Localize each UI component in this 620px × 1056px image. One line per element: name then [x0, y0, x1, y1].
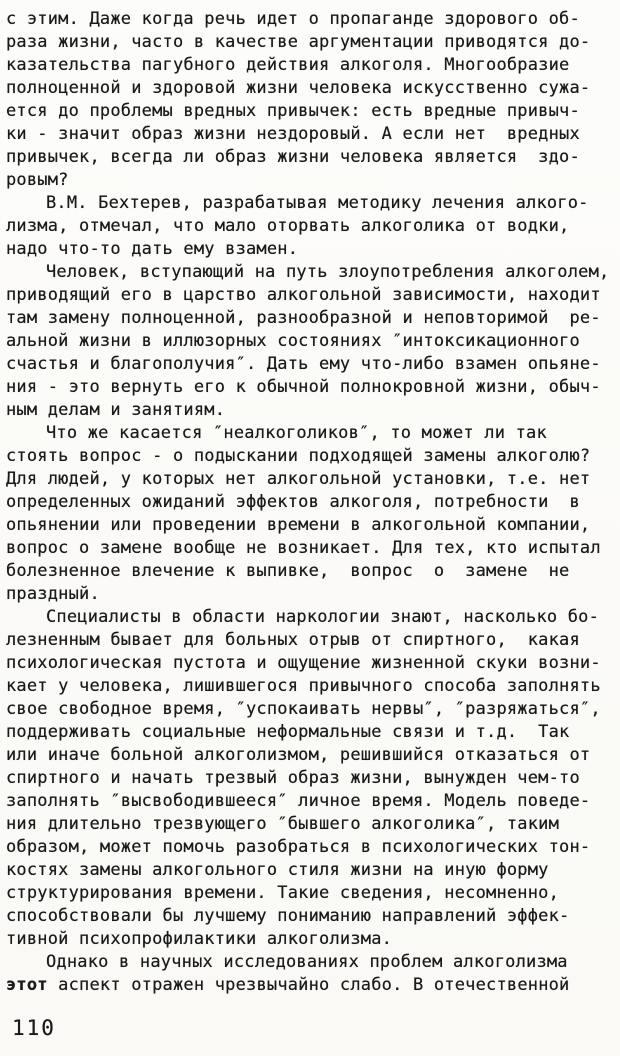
page-number: 110	[12, 1016, 56, 1040]
text-line: костях замены алкогольного стиля жизни на иную форму	[6, 860, 549, 880]
text-line: стоять вопрос - о подыскании подходящей замены алкоголю?	[6, 446, 591, 466]
text-line: ния - это вернуть его к обычной полнокровной жизни, обыч-	[6, 377, 601, 397]
text-line: Что же касается ″неалкоголиков″, то может ли так	[46, 423, 547, 443]
text-line: надо что-то дать ему взамен.	[6, 239, 299, 259]
text-line: счастья и благополучия″. Дать ему что-либо взамен опьяне-	[6, 354, 601, 374]
text-line: опьянении или проведении времени в алкогольной компании,	[6, 515, 591, 535]
text-line: приводящий его в царство алкогольной зависимости, находит	[6, 285, 601, 305]
text-line: определенных ожиданий эффектов алкоголя, потребности в	[6, 492, 580, 512]
text-line: вопрос о замене вообще не возникает. Для тех, кто испытал	[6, 538, 601, 558]
text-line: кает у человека, лишившегося привычного способа заполнять	[6, 676, 601, 696]
text-line: свое свободное время, ″успокаивать нервы″, ″разряжаться″,	[6, 699, 601, 719]
paragraph	[6, 8, 616, 192]
text-line: спиртного и начать трезвый образ жизни, вынужден чем-то	[6, 768, 580, 788]
paragraph	[6, 192, 616, 261]
emphasized-word: этот	[6, 975, 48, 995]
text-line: поддерживать социальные неформальные связи и т.д. Так	[6, 722, 570, 742]
text-line: болезненное влечение к выпивке, вопрос о замене не	[6, 561, 570, 581]
text-line: структурирования времени. Такие сведения, несомненно,	[6, 883, 560, 903]
text-line: ния длительно трезвующего ″бывшего алкоголика″, таким	[6, 814, 560, 834]
text-line: образом, может помочь разобраться в психологических тон-	[6, 837, 591, 857]
text-line: ным делам и занятиям.	[6, 400, 226, 420]
text-line: тивной психопрофилактики алкоголизма.	[6, 929, 393, 949]
text-line: лизма, отмечал, что мало оторвать алкоголика от водки,	[6, 216, 570, 236]
text-line: способствовали бы лучшему пониманию направлений эффек-	[6, 906, 570, 926]
text-line: казательства пагубного действия алкоголя. Многообразие	[6, 55, 570, 75]
paragraph	[6, 261, 616, 422]
text-line: заполнять ″высвободившееся″ личное время. Модель поведе-	[6, 791, 591, 811]
text-line: Для людей, у которых нет алкогольной установки, т.е. нет	[6, 469, 591, 489]
text-line: раза жизни, часто в качестве аргументации приводятся до-	[6, 32, 591, 52]
text-line: праздный.	[6, 584, 100, 604]
text-line: полноценной и здоровой жизни человека искусственно сужа-	[6, 78, 591, 98]
text-line-rest: аспект отражен чрезвычайно слабо. В отечественной	[47, 975, 570, 995]
paragraph	[6, 422, 616, 606]
text-line: или иначе больной алкоголизмом, решившийся отказаться от	[6, 745, 591, 765]
text-line	[6, 975, 570, 995]
text-line: ки - значит образ жизни нездоровый. А если нет вредных	[6, 124, 580, 144]
text-line: альной жизни в иллюзорных состояниях ″интоксикационного	[6, 331, 580, 351]
text-line: с этим. Даже когда речь идет о пропаганде здорового об-	[6, 9, 580, 29]
text-line: психологическая пустота и ощущение жизненной скуки возни-	[6, 653, 601, 673]
text-line: Человек, вступающий на путь злоупотребления алкоголем,	[46, 262, 610, 282]
text-line: лезненным бывает для больных отрыв от спиртного, какая	[6, 630, 580, 650]
text-line: там замену полноценной, разнообразной и неповторимой ре-	[6, 308, 601, 328]
text-line: привычек, всегда ли образ жизни человека является здо-	[6, 147, 580, 167]
paragraph	[6, 606, 616, 951]
paragraph	[6, 951, 616, 997]
text-line: В.М. Бехтерев, разрабатывая методику лечения алкого-	[46, 193, 589, 213]
text-line: ровым?	[6, 170, 69, 190]
text-line: Специалисты в области наркологии знают, насколько бо-	[46, 607, 600, 627]
text-line: Однако в научных исследованиях проблем алкоголизма	[46, 952, 568, 972]
text-line: ется до проблемы вредных привычек: есть вредные привыч-	[6, 101, 580, 121]
